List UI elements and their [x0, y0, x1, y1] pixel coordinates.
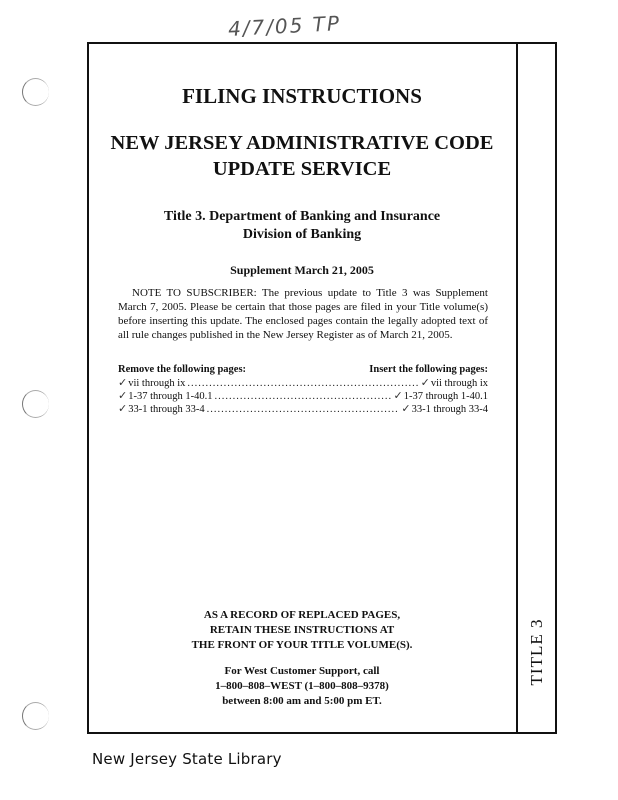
table-row	[118, 403, 488, 416]
subscriber-note-text: NOTE TO SUBSCRIBER: The previous update to Title 3 was Supplement March 7, 2005. Please be certain that those pages are filed in your Title volume(s) before inserting this update. The enclosed pages contain the legally adopted text of all rule changes published in the New Jersey Register as of March 21, 2005.	[118, 287, 488, 341]
title-block	[87, 208, 517, 244]
supplement-date: Supplement March 21, 2005	[230, 263, 374, 277]
remove-header: Remove the following pages:	[118, 364, 247, 375]
check-mark-icon: ✓	[118, 403, 128, 415]
support-line-1: For West Customer Support, call	[224, 665, 380, 677]
punch-hole-middle	[22, 390, 49, 418]
check-mark-icon: ✓	[420, 377, 430, 389]
remove-pages: 33-1 through 33-4	[128, 404, 205, 415]
dot-leader	[187, 377, 418, 390]
insert-pages: 1-37 through 1-40.1	[403, 391, 488, 402]
check-mark-icon: ✓	[118, 377, 128, 389]
check-mark-icon: ✓	[401, 403, 411, 415]
title-line-2: Division of Banking	[242, 227, 362, 242]
pages-table	[118, 363, 488, 416]
check-mark-icon: ✓	[393, 390, 403, 402]
subtitle-line-2: UPDATE SERVICE	[212, 158, 392, 180]
page-title: FILING INSTRUCTIONS	[182, 84, 422, 108]
page-subtitle	[87, 130, 517, 182]
record-notice-line-1: AS A RECORD OF REPLACED PAGES,	[203, 609, 401, 621]
remove-pages: vii through ix	[128, 378, 186, 389]
insert-pages: vii through ix	[430, 378, 488, 389]
spine-label-text: TITLE 3	[527, 618, 546, 686]
punch-hole-bottom	[22, 702, 49, 730]
record-notice-line-3: THE FRONT OF YOUR TITLE VOLUME(S).	[191, 639, 413, 651]
insert-header: Insert the following pages:	[369, 364, 488, 375]
punch-hole-top	[22, 78, 49, 106]
dot-leader	[215, 390, 392, 403]
remove-pages: 1-37 through 1-40.1	[128, 391, 213, 402]
subtitle-line-1: NEW JERSEY ADMINISTRATIVE CODE	[110, 132, 494, 154]
library-stamp: New Jersey State Library	[92, 750, 282, 768]
subscriber-note	[118, 286, 488, 342]
record-notice	[87, 608, 517, 653]
check-mark-icon: ✓	[118, 390, 128, 402]
record-notice-line-2: RETAIN THESE INSTRUCTIONS AT	[209, 624, 395, 636]
table-row	[118, 377, 488, 390]
insert-pages: 33-1 through 33-4	[411, 404, 488, 415]
table-row	[118, 390, 488, 403]
pages-table-header	[118, 363, 488, 377]
dot-leader	[207, 403, 400, 416]
handwritten-date-note: 4/7/05 TP	[227, 11, 342, 41]
title-line-1: Title 3. Department of Banking and Insurance	[163, 209, 441, 224]
customer-support	[87, 664, 517, 709]
support-line-3: between 8:00 am and 5:00 pm ET.	[222, 695, 382, 707]
support-line-2: 1–800–808–WEST (1–800–808–9378)	[215, 680, 389, 692]
